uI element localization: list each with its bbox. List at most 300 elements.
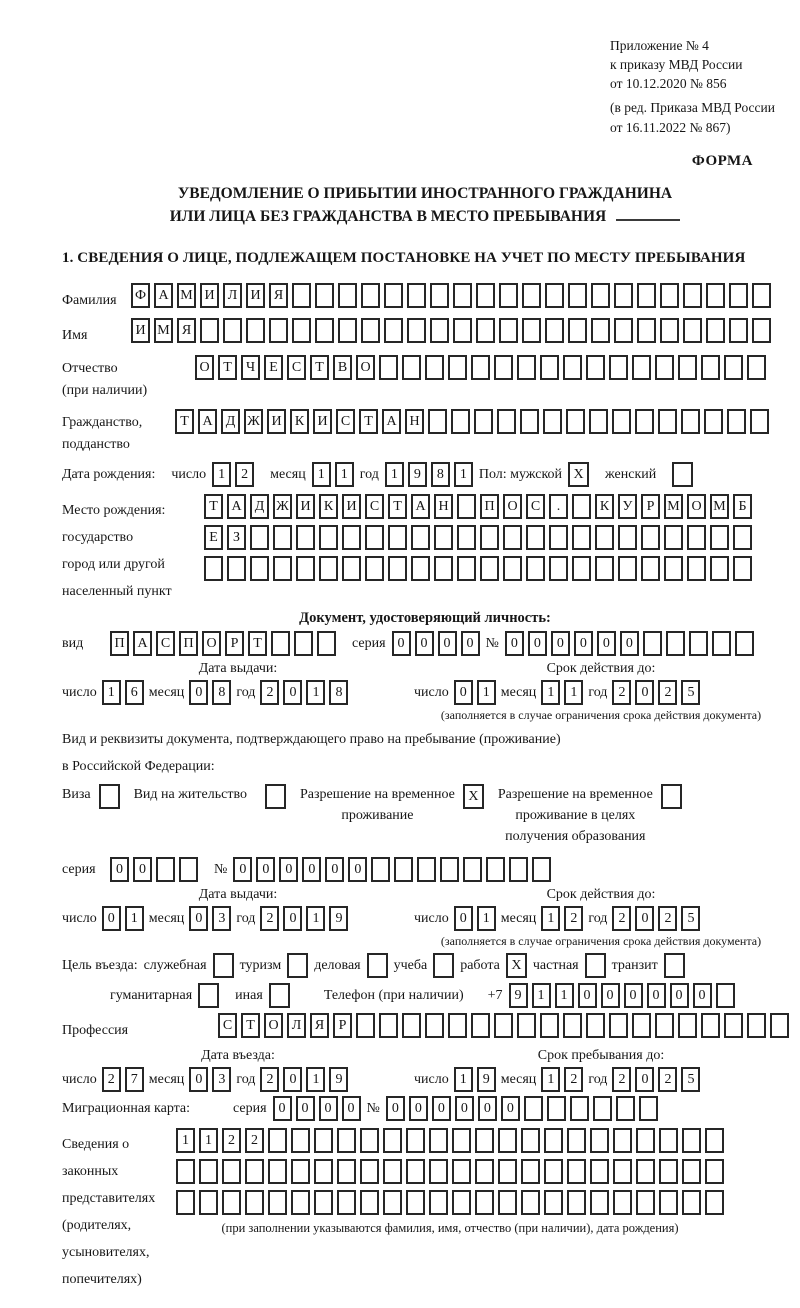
char-cell[interactable]: [463, 857, 482, 882]
char-cell[interactable]: [406, 1128, 425, 1153]
char-cell[interactable]: 0: [392, 631, 411, 656]
char-cell[interactable]: Б: [733, 494, 752, 519]
char-cell[interactable]: [687, 525, 706, 550]
char-cell[interactable]: [664, 525, 683, 550]
char-cell[interactable]: С: [336, 409, 355, 434]
char-cell[interactable]: [752, 318, 771, 343]
char-cell[interactable]: А: [133, 631, 152, 656]
char-cell[interactable]: [540, 355, 559, 380]
char-cell[interactable]: Ч: [241, 355, 260, 380]
char-cell[interactable]: [337, 1190, 356, 1215]
char-cell[interactable]: [268, 1159, 287, 1184]
char-cell[interactable]: Ф: [131, 283, 150, 308]
char-cell[interactable]: [317, 631, 336, 656]
char-cell[interactable]: 5: [681, 680, 700, 705]
char-cell[interactable]: [337, 1128, 356, 1153]
char-cell[interactable]: [586, 1013, 605, 1038]
char-cell[interactable]: Т: [359, 409, 378, 434]
char-cell[interactable]: [425, 1013, 444, 1038]
char-cell[interactable]: [770, 1013, 789, 1038]
char-cell[interactable]: С: [287, 355, 306, 380]
char-cell[interactable]: [705, 1190, 724, 1215]
char-cell[interactable]: 1: [176, 1128, 195, 1153]
char-cell[interactable]: [750, 409, 769, 434]
char-cell[interactable]: [499, 283, 518, 308]
char-cell[interactable]: [735, 631, 754, 656]
char-cell[interactable]: 0: [635, 906, 654, 931]
char-cell[interactable]: [678, 355, 697, 380]
char-cell[interactable]: 0: [597, 631, 616, 656]
char-cell[interactable]: 0: [693, 983, 712, 1008]
char-cell[interactable]: [705, 1159, 724, 1184]
char-cell[interactable]: С: [365, 494, 384, 519]
char-cell[interactable]: [752, 283, 771, 308]
char-cell[interactable]: [678, 1013, 697, 1038]
char-cell[interactable]: [612, 409, 631, 434]
char-cell[interactable]: 1: [125, 906, 144, 931]
char-cell[interactable]: 0: [528, 631, 547, 656]
char-cell[interactable]: 2: [658, 1067, 677, 1092]
char-cell[interactable]: [475, 1128, 494, 1153]
char-cell[interactable]: 2: [564, 1067, 583, 1092]
char-cell[interactable]: 0: [670, 983, 689, 1008]
residence-permit-checkbox[interactable]: [265, 784, 286, 809]
char-cell[interactable]: [632, 1013, 651, 1038]
char-cell[interactable]: [176, 1159, 195, 1184]
char-cell[interactable]: 1: [102, 680, 121, 705]
char-cell[interactable]: [568, 283, 587, 308]
char-cell[interactable]: [453, 283, 472, 308]
char-cell[interactable]: 0: [296, 1096, 315, 1121]
char-cell[interactable]: [705, 1128, 724, 1153]
char-cell[interactable]: [227, 556, 246, 581]
char-cell[interactable]: [567, 1190, 586, 1215]
char-cell[interactable]: [614, 283, 633, 308]
char-cell[interactable]: [616, 1096, 635, 1121]
char-cell[interactable]: 0: [283, 906, 302, 931]
char-cell[interactable]: [448, 1013, 467, 1038]
char-cell[interactable]: Т: [218, 355, 237, 380]
char-cell[interactable]: [292, 283, 311, 308]
char-cell[interactable]: [660, 283, 679, 308]
char-cell[interactable]: 1: [385, 462, 404, 487]
char-cell[interactable]: К: [319, 494, 338, 519]
char-cell[interactable]: 6: [125, 680, 144, 705]
char-cell[interactable]: [570, 1096, 589, 1121]
char-cell[interactable]: [636, 1159, 655, 1184]
char-cell[interactable]: 0: [189, 906, 208, 931]
char-cell[interactable]: 7: [125, 1067, 144, 1092]
temp-residence-edu-checkbox[interactable]: [661, 784, 682, 809]
char-cell[interactable]: 1: [306, 680, 325, 705]
char-cell[interactable]: [457, 525, 476, 550]
char-cell[interactable]: [641, 556, 660, 581]
char-cell[interactable]: А: [198, 409, 217, 434]
char-cell[interactable]: 0: [283, 1067, 302, 1092]
char-cell[interactable]: [498, 1128, 517, 1153]
char-cell[interactable]: 1: [541, 906, 560, 931]
char-cell[interactable]: [407, 318, 426, 343]
char-cell[interactable]: [522, 283, 541, 308]
char-cell[interactable]: О: [687, 494, 706, 519]
char-cell[interactable]: 0: [348, 857, 367, 882]
char-cell[interactable]: 0: [256, 857, 275, 882]
char-cell[interactable]: 2: [658, 906, 677, 931]
char-cell[interactable]: [245, 1159, 264, 1184]
char-cell[interactable]: Ж: [273, 494, 292, 519]
char-cell[interactable]: [471, 355, 490, 380]
char-cell[interactable]: [526, 556, 545, 581]
char-cell[interactable]: [246, 318, 265, 343]
char-cell[interactable]: [475, 1190, 494, 1215]
char-cell[interactable]: [315, 318, 334, 343]
char-cell[interactable]: М: [154, 318, 173, 343]
char-cell[interactable]: [747, 1013, 766, 1038]
char-cell[interactable]: 9: [477, 1067, 496, 1092]
char-cell[interactable]: 2: [564, 906, 583, 931]
purpose-study-checkbox[interactable]: [433, 953, 454, 978]
char-cell[interactable]: А: [154, 283, 173, 308]
char-cell[interactable]: [314, 1190, 333, 1215]
char-cell[interactable]: 2: [612, 1067, 631, 1092]
char-cell[interactable]: [365, 525, 384, 550]
char-cell[interactable]: [595, 525, 614, 550]
char-cell[interactable]: Т: [241, 1013, 260, 1038]
char-cell[interactable]: И: [131, 318, 150, 343]
char-cell[interactable]: [522, 318, 541, 343]
char-cell[interactable]: 0: [273, 1096, 292, 1121]
char-cell[interactable]: 0: [319, 1096, 338, 1121]
char-cell[interactable]: [379, 355, 398, 380]
char-cell[interactable]: [417, 857, 436, 882]
char-cell[interactable]: [503, 525, 522, 550]
char-cell[interactable]: [641, 525, 660, 550]
char-cell[interactable]: [384, 283, 403, 308]
char-cell[interactable]: [319, 525, 338, 550]
char-cell[interactable]: 0: [551, 631, 570, 656]
char-cell[interactable]: [361, 283, 380, 308]
char-cell[interactable]: [613, 1159, 632, 1184]
char-cell[interactable]: [682, 1190, 701, 1215]
char-cell[interactable]: Л: [223, 283, 242, 308]
char-cell[interactable]: [689, 631, 708, 656]
char-cell[interactable]: 0: [189, 1067, 208, 1092]
char-cell[interactable]: [659, 1190, 678, 1215]
char-cell[interactable]: [632, 355, 651, 380]
char-cell[interactable]: 0: [601, 983, 620, 1008]
char-cell[interactable]: [200, 318, 219, 343]
char-cell[interactable]: [448, 355, 467, 380]
char-cell[interactable]: 0: [455, 1096, 474, 1121]
char-cell[interactable]: [406, 1159, 425, 1184]
char-cell[interactable]: [549, 525, 568, 550]
char-cell[interactable]: 9: [329, 906, 348, 931]
char-cell[interactable]: [706, 318, 725, 343]
char-cell[interactable]: [379, 1013, 398, 1038]
char-cell[interactable]: Т: [204, 494, 223, 519]
char-cell[interactable]: 1: [541, 1067, 560, 1092]
char-cell[interactable]: [660, 318, 679, 343]
char-cell[interactable]: [664, 556, 683, 581]
char-cell[interactable]: [733, 525, 752, 550]
char-cell[interactable]: [544, 1159, 563, 1184]
char-cell[interactable]: 0: [478, 1096, 497, 1121]
char-cell[interactable]: [524, 1096, 543, 1121]
char-cell[interactable]: [475, 1159, 494, 1184]
char-cell[interactable]: [268, 1190, 287, 1215]
char-cell[interactable]: 1: [477, 680, 496, 705]
char-cell[interactable]: И: [246, 283, 265, 308]
char-cell[interactable]: [618, 525, 637, 550]
char-cell[interactable]: [383, 1128, 402, 1153]
char-cell[interactable]: [383, 1190, 402, 1215]
char-cell[interactable]: Е: [264, 355, 283, 380]
purpose-tourism-checkbox[interactable]: [287, 953, 308, 978]
char-cell[interactable]: [337, 1159, 356, 1184]
char-cell[interactable]: [430, 318, 449, 343]
char-cell[interactable]: К: [290, 409, 309, 434]
char-cell[interactable]: [480, 525, 499, 550]
char-cell[interactable]: [222, 1159, 241, 1184]
char-cell[interactable]: [319, 556, 338, 581]
char-cell[interactable]: [563, 355, 582, 380]
char-cell[interactable]: [701, 1013, 720, 1038]
char-cell[interactable]: [655, 1013, 674, 1038]
char-cell[interactable]: 0: [454, 906, 473, 931]
char-cell[interactable]: [271, 631, 290, 656]
char-cell[interactable]: С: [218, 1013, 237, 1038]
char-cell[interactable]: О: [202, 631, 221, 656]
char-cell[interactable]: 2: [260, 906, 279, 931]
char-cell[interactable]: [544, 1128, 563, 1153]
char-cell[interactable]: 0: [302, 857, 321, 882]
char-cell[interactable]: А: [227, 494, 246, 519]
purpose-official-checkbox[interactable]: [213, 953, 234, 978]
purpose-work-checkbox[interactable]: X: [506, 953, 527, 978]
char-cell[interactable]: И: [200, 283, 219, 308]
char-cell[interactable]: 2: [260, 1067, 279, 1092]
char-cell[interactable]: 0: [110, 857, 129, 882]
char-cell[interactable]: [486, 857, 505, 882]
char-cell[interactable]: 0: [432, 1096, 451, 1121]
char-cell[interactable]: [497, 409, 516, 434]
char-cell[interactable]: [411, 556, 430, 581]
char-cell[interactable]: [517, 355, 536, 380]
char-cell[interactable]: 0: [283, 680, 302, 705]
char-cell[interactable]: [659, 1159, 678, 1184]
char-cell[interactable]: В: [333, 355, 352, 380]
char-cell[interactable]: 0: [409, 1096, 428, 1121]
char-cell[interactable]: М: [664, 494, 683, 519]
char-cell[interactable]: [179, 857, 198, 882]
char-cell[interactable]: [635, 409, 654, 434]
char-cell[interactable]: 1: [564, 680, 583, 705]
char-cell[interactable]: 0: [624, 983, 643, 1008]
char-cell[interactable]: [682, 1159, 701, 1184]
char-cell[interactable]: [222, 1190, 241, 1215]
char-cell[interactable]: Л: [287, 1013, 306, 1038]
char-cell[interactable]: Д: [250, 494, 269, 519]
char-cell[interactable]: [701, 355, 720, 380]
char-cell[interactable]: [591, 318, 610, 343]
char-cell[interactable]: [658, 409, 677, 434]
char-cell[interactable]: [517, 1013, 536, 1038]
char-cell[interactable]: [452, 1190, 471, 1215]
char-cell[interactable]: [509, 857, 528, 882]
char-cell[interactable]: [338, 318, 357, 343]
char-cell[interactable]: [204, 556, 223, 581]
purpose-humanitarian-checkbox[interactable]: [198, 983, 219, 1008]
char-cell[interactable]: [532, 857, 551, 882]
char-cell[interactable]: [457, 494, 476, 519]
char-cell[interactable]: [572, 494, 591, 519]
char-cell[interactable]: [520, 409, 539, 434]
char-cell[interactable]: 1: [312, 462, 331, 487]
char-cell[interactable]: [572, 525, 591, 550]
char-cell[interactable]: 2: [222, 1128, 241, 1153]
char-cell[interactable]: 8: [431, 462, 450, 487]
char-cell[interactable]: 3: [212, 1067, 231, 1092]
sex-male-checkbox[interactable]: X: [568, 462, 589, 487]
char-cell[interactable]: [747, 355, 766, 380]
char-cell[interactable]: [407, 283, 426, 308]
char-cell[interactable]: 1: [555, 983, 574, 1008]
char-cell[interactable]: [406, 1190, 425, 1215]
char-cell[interactable]: [384, 318, 403, 343]
char-cell[interactable]: [199, 1190, 218, 1215]
char-cell[interactable]: [724, 1013, 743, 1038]
char-cell[interactable]: К: [595, 494, 614, 519]
char-cell[interactable]: 0: [620, 631, 639, 656]
char-cell[interactable]: [590, 1190, 609, 1215]
char-cell[interactable]: [637, 283, 656, 308]
char-cell[interactable]: [666, 631, 685, 656]
char-cell[interactable]: [595, 556, 614, 581]
char-cell[interactable]: 1: [212, 462, 231, 487]
char-cell[interactable]: [430, 283, 449, 308]
char-cell[interactable]: [636, 1128, 655, 1153]
char-cell[interactable]: [727, 409, 746, 434]
char-cell[interactable]: Я: [310, 1013, 329, 1038]
char-cell[interactable]: О: [195, 355, 214, 380]
purpose-transit-checkbox[interactable]: [664, 953, 685, 978]
sex-female-checkbox[interactable]: [672, 462, 693, 487]
char-cell[interactable]: У: [618, 494, 637, 519]
char-cell[interactable]: П: [110, 631, 129, 656]
char-cell[interactable]: [543, 409, 562, 434]
char-cell[interactable]: 8: [329, 680, 348, 705]
char-cell[interactable]: 1: [532, 983, 551, 1008]
char-cell[interactable]: 0: [438, 631, 457, 656]
char-cell[interactable]: 1: [199, 1128, 218, 1153]
char-cell[interactable]: [296, 525, 315, 550]
char-cell[interactable]: М: [710, 494, 729, 519]
char-cell[interactable]: [613, 1190, 632, 1215]
char-cell[interactable]: 0: [233, 857, 252, 882]
char-cell[interactable]: [199, 1159, 218, 1184]
char-cell[interactable]: Я: [177, 318, 196, 343]
char-cell[interactable]: [613, 1128, 632, 1153]
char-cell[interactable]: [733, 556, 752, 581]
char-cell[interactable]: [453, 318, 472, 343]
char-cell[interactable]: [292, 318, 311, 343]
char-cell[interactable]: [342, 525, 361, 550]
char-cell[interactable]: [425, 355, 444, 380]
char-cell[interactable]: [609, 1013, 628, 1038]
char-cell[interactable]: И: [342, 494, 361, 519]
char-cell[interactable]: [567, 1128, 586, 1153]
char-cell[interactable]: С: [156, 631, 175, 656]
char-cell[interactable]: [434, 525, 453, 550]
char-cell[interactable]: 2: [235, 462, 254, 487]
char-cell[interactable]: [429, 1159, 448, 1184]
char-cell[interactable]: [521, 1159, 540, 1184]
char-cell[interactable]: А: [382, 409, 401, 434]
char-cell[interactable]: [706, 283, 725, 308]
char-cell[interactable]: [547, 1096, 566, 1121]
char-cell[interactable]: О: [264, 1013, 283, 1038]
char-cell[interactable]: [609, 355, 628, 380]
char-cell[interactable]: [567, 1159, 586, 1184]
char-cell[interactable]: Е: [204, 525, 223, 550]
char-cell[interactable]: 0: [461, 631, 480, 656]
char-cell[interactable]: Ж: [244, 409, 263, 434]
char-cell[interactable]: [296, 556, 315, 581]
char-cell[interactable]: Р: [641, 494, 660, 519]
char-cell[interactable]: [388, 525, 407, 550]
char-cell[interactable]: [589, 409, 608, 434]
char-cell[interactable]: 5: [681, 1067, 700, 1092]
char-cell[interactable]: [572, 556, 591, 581]
char-cell[interactable]: [593, 1096, 612, 1121]
char-cell[interactable]: Я: [269, 283, 288, 308]
char-cell[interactable]: [712, 631, 731, 656]
char-cell[interactable]: [268, 1128, 287, 1153]
char-cell[interactable]: [371, 857, 390, 882]
char-cell[interactable]: О: [356, 355, 375, 380]
char-cell[interactable]: [659, 1128, 678, 1153]
char-cell[interactable]: [618, 556, 637, 581]
char-cell[interactable]: [729, 318, 748, 343]
char-cell[interactable]: 0: [635, 1067, 654, 1092]
char-cell[interactable]: [710, 556, 729, 581]
char-cell[interactable]: [291, 1128, 310, 1153]
purpose-private-checkbox[interactable]: [585, 953, 606, 978]
char-cell[interactable]: [360, 1128, 379, 1153]
char-cell[interactable]: [566, 409, 585, 434]
char-cell[interactable]: [716, 983, 735, 1008]
char-cell[interactable]: [291, 1190, 310, 1215]
char-cell[interactable]: [683, 318, 702, 343]
char-cell[interactable]: 0: [454, 680, 473, 705]
char-cell[interactable]: [434, 556, 453, 581]
char-cell[interactable]: 2: [612, 906, 631, 931]
char-cell[interactable]: [388, 556, 407, 581]
char-cell[interactable]: Т: [388, 494, 407, 519]
char-cell[interactable]: 0: [342, 1096, 361, 1121]
char-cell[interactable]: И: [267, 409, 286, 434]
char-cell[interactable]: [710, 525, 729, 550]
char-cell[interactable]: [361, 318, 380, 343]
char-cell[interactable]: [681, 409, 700, 434]
char-cell[interactable]: Т: [310, 355, 329, 380]
char-cell[interactable]: 0: [415, 631, 434, 656]
purpose-business-checkbox[interactable]: [367, 953, 388, 978]
char-cell[interactable]: [499, 318, 518, 343]
char-cell[interactable]: [223, 318, 242, 343]
char-cell[interactable]: 0: [647, 983, 666, 1008]
char-cell[interactable]: [494, 1013, 513, 1038]
